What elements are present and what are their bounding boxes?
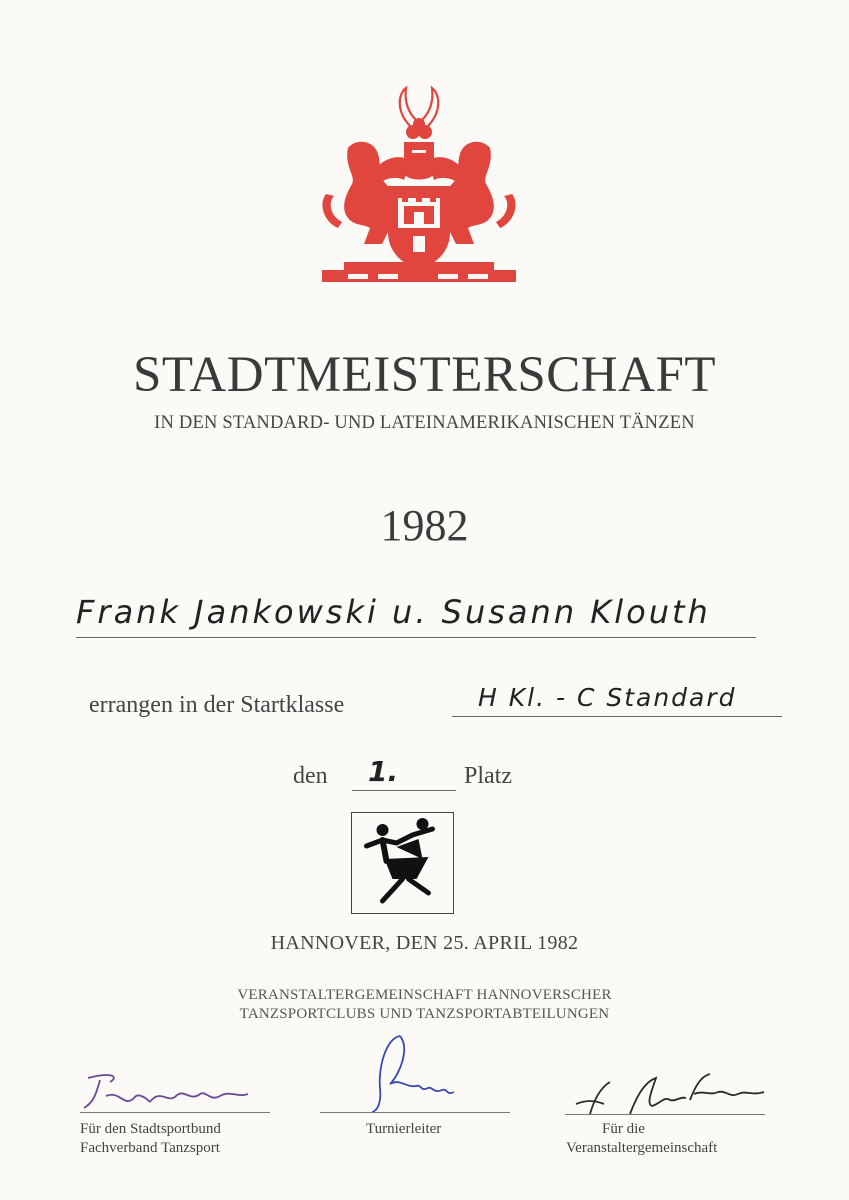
organizer-line-2: TANZSPORTCLUBS UND TANZSPORTABTEILUNGEN — [239, 1006, 610, 1022]
rank-suffix: Platz — [464, 763, 512, 789]
signature-caption-3-line-1: Für die — [602, 1121, 645, 1137]
certificate-subtitle: IN DEN STANDARD- UND LATEINAMERIKANISCHEN TÄNZEN — [154, 413, 695, 433]
signature-turnierleiter — [360, 1028, 470, 1118]
organizer-line-1: VERANSTALTERGEMEINSCHAFT HANNOVERSCHER — [237, 987, 612, 1003]
class-underline — [452, 716, 782, 717]
certificate-title: STADTMEISTERSCHAFT — [133, 347, 716, 403]
rank-value: 1. — [368, 755, 399, 788]
certificate-year: 1982 — [380, 501, 469, 550]
signature-veranstaltergemeinschaft — [560, 1070, 780, 1120]
signature-caption-2: Turnierleiter — [366, 1121, 442, 1137]
signature-caption-1-line-2: Fachverband Tanzsport — [80, 1140, 220, 1156]
signature-caption-3-line-2: Veranstaltergemeinschaft — [566, 1140, 718, 1156]
signature-line-3 — [565, 1114, 765, 1115]
couple-names: Frank Jankowski u. Susann Klouth — [76, 593, 711, 631]
signature-line-2 — [320, 1112, 510, 1113]
rank-prefix: den — [293, 763, 328, 789]
names-underline — [76, 637, 756, 638]
signature-caption-1-line-1: Für den Stadtsportbund — [80, 1121, 221, 1137]
signature-line-1 — [80, 1112, 270, 1113]
place-and-date: HANNOVER, DEN 25. APRIL 1982 — [270, 932, 579, 954]
rank-underline — [352, 790, 456, 791]
dancing-couple-icon — [351, 812, 454, 914]
class-value: H Kl. - C Standard — [478, 683, 737, 712]
class-label: errangen in der Startklasse — [89, 692, 345, 718]
signature-stadtsportbund — [80, 1068, 270, 1118]
coat-of-arms-icon — [318, 86, 520, 286]
